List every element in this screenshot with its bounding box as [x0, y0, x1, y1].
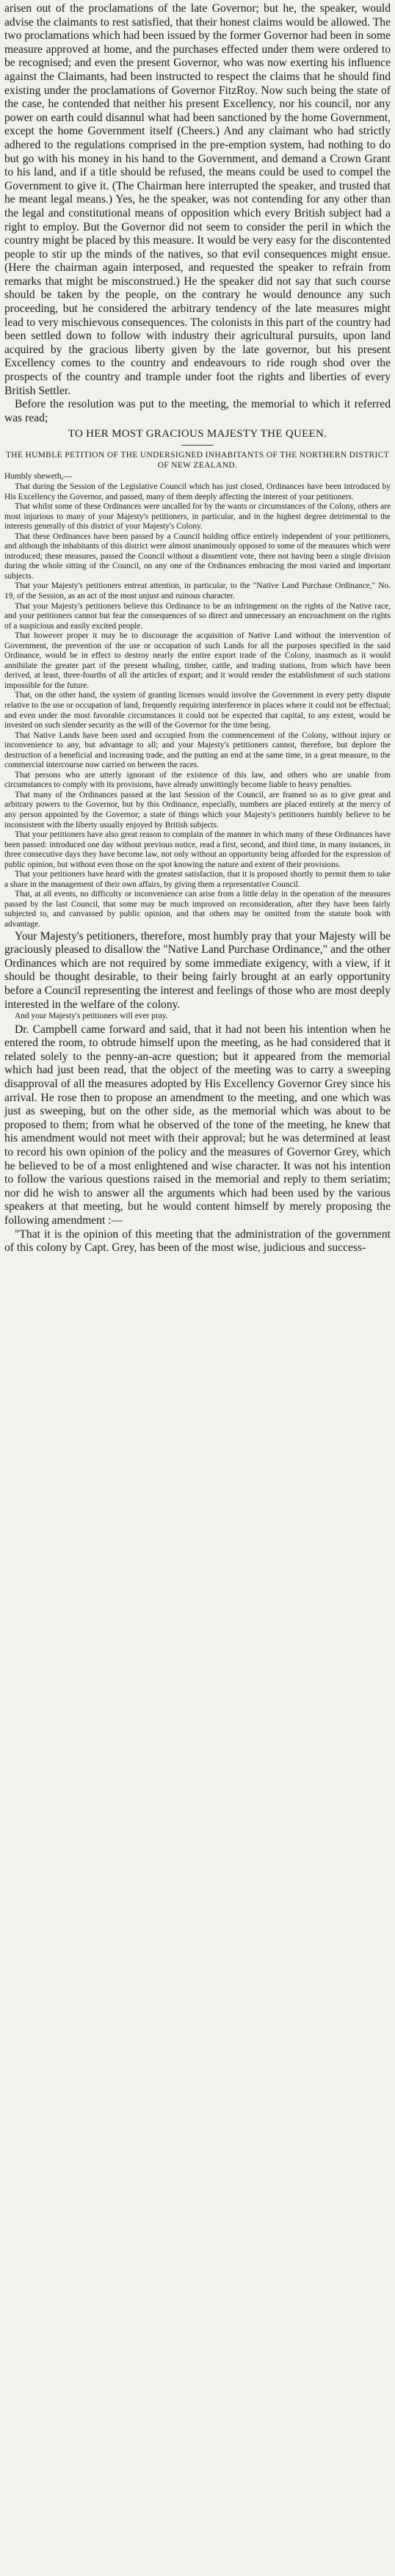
petition-paragraph: That, on the other hand, the system of granting licenses would involve the Government in every petty dispute relative to the use or occupation of land, frequently requiring interference in places where it could not be effectual; and even under the most favorable circumstances it could not be expected that capital, to any extent, would be invested on such slender security as the will of the Governor for the time being.: [4, 691, 391, 730]
petition-paragraph: That many of the Ordinances passed at the last Session of the Council, are framed so as to give great and arbitrary powers to the Governor, but by this Ordinance, especially, numbers are placed entirely at the mercy of any person appointed by the Governor; a state of things which your Majesty's petitioners humbly believe to be inconsistent with the liberty usually enjoyed by British subjects.: [4, 790, 391, 830]
petition-paragraph: That Native Lands have been used and occupied from the commencement of the Colony, without injury or inconvenience to any, but advantage to all; and your Majesty's petitioners cannot, therefore, but deplore the destruction of a beneficial and increasing trade, and the putting an end at the same time, in a great measure, to the commercial intercourse now carried on between the races.: [4, 730, 391, 770]
petition-title: THE HUMBLE PETITION OF THE UNDERSIGNED INHABITANTS OF THE NORTHERN DISTRICT OF NEW ZEALAND.: [5, 451, 390, 471]
petition-paragraph: That however proper it may be to discourage the acquisition of Native Land without the intervention of Government, the prevention of the use or occupation of such Lands for all the purposes specified in the said Ordinance, would be in effect to destroy nearly the entire export trade of the Colony, inasmuch as it would annihilate the greater part of the present whaling, timber, cattle, and trading stations, from which have been derived, at least, three-fourths of all the articles of export; and it would render the establishment of such stations impossible for the future.: [4, 631, 391, 690]
petition-body: [4, 472, 391, 929]
closing-section: [4, 1012, 391, 1022]
amendment-paragraph: "That it is the opinion of this meeting that the administration of the government of this colony by Capt. Grey, has been of the most wise, judicious and success-: [4, 1227, 391, 1255]
petition-paragraph: That your petitioners have heard with the greatest satisfaction, that it is proposed shortly to permit them to take a share in the management of their own affairs, by giving them a representative Council.: [4, 870, 391, 889]
campbell-paragraph: Dr. Campbell came forward and said, that it had not been his intention when he entered the room, to obtrude himself upon the meeting, as he had considered that it related solely to the penny-an-acre question; but it appeared from the memorial which had just been read, that the object of the meeting was to carry a sweeping disapproval of all the measures adopted by His Excellency Governor Grey since his arrival. He rose then to propose an amendment to the meeting, and one which was just as sweeping, but on the other side, as the memorial which was about to be proposed to them; from what he observed of the tone of the meeting, he knew that his amendment would not meet with their approval; but he was determined at least to record his own opinion of the policy and the measures of Governor Grey, which he believed to be of a most enlightened and wise character. It was not his intention to follow the various questions raised in the memorial and reply to them seriatim; nor did he wish to answer all the arguments which had been used by the various speakers at that meeting, but he would content himself by merely proposing the following amendment :—: [4, 1023, 391, 1227]
petition-paragraph: That these Ordinances have been passed by a Council holding office entirely independent of your petitioners, and although the inhabitants of this district were almost unanimously opposed to some of the measures which were introduced; these measures, passed the Council without a dissentient vote, there not having been a single division during the whole sitting of the Council, on any one of the Ordinances embracing the most varied and important subjects.: [4, 531, 391, 581]
humbly-sheweth: Humbly sheweth,—: [4, 472, 72, 482]
petition-paragraph: That during the Session of the Legislative Council which has just closed, Ordinances have been introduced by His Excellency the Governor, and passed, many of them deeply affecting the interest of your petitioners.: [4, 482, 391, 501]
divider: [181, 445, 214, 446]
memorial-heading: TO HER MOST GRACIOUS MAJESTY THE QUEEN.: [68, 428, 327, 440]
petition-paragraph: That whilst some of these Ordinances were uncalled for by the wants or circumstances of the Colony, others are most injurious to many of your Majesty's petitioners, in particular, and in the highest degree detrimental to the interests generally of this district of your Majesty's Colony.: [4, 502, 391, 531]
petition-paragraph: That your Majesty's petitioners entreat attention, in particular, to the "Native Land Purchase Ordinance," No. 19, of the Session, as an act of the most unjust and ruinous character.: [4, 581, 391, 601]
campbell-section: [4, 1023, 391, 1255]
resolution-note: Before the resolution was put to the meeting, the memorial to which it referred was read;: [4, 398, 391, 424]
prayer-section: [4, 930, 391, 1012]
speech-paragraph: arisen out of the proclamations of the late Governor; but he, the speaker, would advise the claimants to rest satisfied, that their honest claims would be allowed. The two proclamations which had been issued by the former Governor had been in some measure approved at home, and the purchases effected under them were ordered to be recognised; and even the present Governor, who was now exerting his influence against the Claimants, had been instructed to respect the claims that he should find existing under the proclamations of Governor FitzRoy. Now such being the state of the case, he contended that neither his present Excellency, nor his council, nor any power on earth could disannul what had been sanctioned by the home Government, except the home Government itself (Cheers.) And any claimant who had strictly adhered to the regulations comprised in the pre-emption system, had nothing to do but go with his money in his hand to the Government, and demand a Crown Grant to his land, and if a title should be refused, the means could be used to compel the Government to give it. (The Chairman here interrupted the speaker, and trusted that he meant legal means.) Yes, he the speaker, was not contending for any other than the legal and constitutional means of opposition which every British subject had a right to employ. But the Governor did not seem to consider the peril in which the country might be placed by this measure. It would be very easy for the discontented people to stir up the minds of the natives, so that evil consequences might ensue. (Here the chairman again interposed, and requested the speaker to refrain from remarks that might be misconstrued.) He the speaker did not say that such course should be taken by the people, on the contrary he would denounce any such proceeding, but he considered the arbitrary tendency of the late measures might lead to very mischievous consequences. The colonists in this part of the country had been settled down to follow with industry their agricultural pursuits, upon land acquired by the gracious liberty given by the late governor, but his present Excellency comes to the country and endeavours to ride rough shod over the prospects of the country and trample under foot the rights and liberties of every British Settler.: [4, 2, 391, 397]
prayer-paragraph: Your Majesty's petitioners, therefore, most humbly pray that your Majesty will be graciously pleased to disallow the "Native Land Purchase Ordinance," and the other Ordinances which are not required by some immediate exigency, with a view, if it should be thought desirable, to their being fairly brought at an early opportunity before a Council representing the interest and feelings of those who are most deeply interested in the welfare of the colony.: [4, 929, 391, 1011]
petition-paragraph: That, at all events, no difficulty or inconvenience can arise from a little delay in the operation of the measures passed by the last Council, that some may be much improved on reconsideration, after they have been fairly subjected to, and canvassed by public opinion, and that others may be omitted from the statute book with advantage.: [4, 890, 391, 929]
petition-paragraph: That your petitioners have also great reason to complain of the manner in which many of these Ordinances have been passed: introduced one day without previous notice, read a first, second, and third time, in many instances, in three consecutive days they have become law, not only without an opportunity being afforded for the expression of public opinion, but without even those on the spot knowing the nature and extent of their provisions.: [4, 830, 391, 869]
closing-line: And your Majesty's petitioners will ever pray.: [15, 1012, 168, 1021]
speech-section: [4, 2, 391, 425]
petition-paragraph: That persons who are utterly ignorant of the existence of this law, and others who are unable from circumstances to comply with its provisions, have already unwittingly become liable to heavy penalties.: [4, 770, 391, 790]
petition-paragraph: That your Majesty's petitioners believe this Ordinance to be an infringement on the rights of the Native race, and your petitioners cannot but fear the consequences of so direct and unnecessary an encroachment on the rights of a suspicious and easily excited people.: [4, 601, 391, 631]
